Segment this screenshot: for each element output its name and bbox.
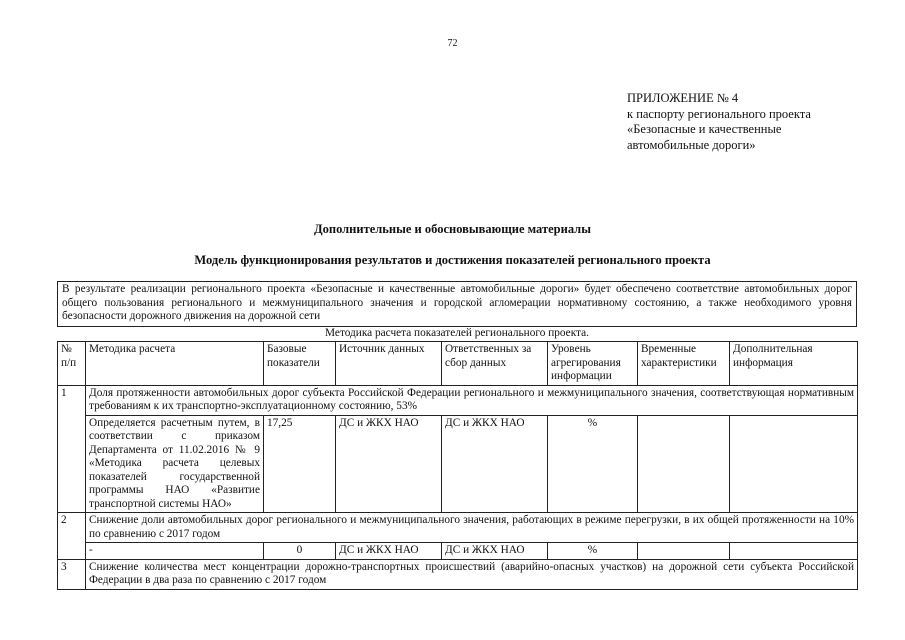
model-heading: Модель функционирования результатов и достижения показателей регионального проекта: [194, 253, 711, 267]
methodology-table: [57, 341, 858, 590]
base-cell: 0: [264, 543, 336, 560]
table-row: [58, 415, 858, 513]
appendix-line-1: к паспорту регионального проекта: [627, 106, 811, 121]
row-number: 1: [58, 385, 86, 513]
appendix-line-2: «Безопасные и качественные: [627, 122, 782, 136]
header-level: Уровень агрегирования информации: [548, 342, 638, 386]
header-base: Базовые показатели: [264, 342, 336, 386]
section-heading: Дополнительные и обосновывающие материалы: [314, 222, 591, 236]
header-extra: Дополнительная информация: [730, 342, 858, 386]
source-cell: ДС и ЖКХ НАО: [336, 543, 442, 560]
level-cell: %: [548, 543, 638, 560]
responsible-cell: ДС и ЖКХ НАО: [442, 543, 548, 560]
base-cell: 17,25: [264, 415, 336, 513]
indicator-title: Снижение доли автомобильных дорог регионального и межмуниципального значения, работающих в режиме перегрузки, в их общей протяженности на 10% по сравнению с 2017 годом: [86, 513, 858, 543]
table-row: [58, 543, 858, 560]
level-cell: %: [548, 415, 638, 513]
time-cell: [638, 543, 730, 560]
table-header-row: [58, 342, 858, 386]
appendix-block: [627, 91, 811, 153]
table-caption: Методика расчета показателей регионального проекта.: [325, 327, 589, 339]
time-cell: [638, 415, 730, 513]
method-cell: Определяется расчетным путем, в соответствии с приказом Департамента от 11.02.2016 № 9 «Методика расчета целевых показателей государственной программы НАО «Развитие транспортной системы НАО»: [86, 415, 264, 513]
header-source: Источник данных: [336, 342, 442, 386]
indicator-title: Снижение количества мест концентрации дорожно-транспортных происшествий (аварийно-опасных участков) на дорожной сети субъекта Российской Федерации в два раза по сравнению с 2017 годом: [86, 559, 858, 589]
row-number: 2: [58, 513, 86, 560]
header-time: Временные характеристики: [638, 342, 730, 386]
indicator-title: Доля протяженности автомобильных дорог субъекта Российской Федерации регионального и межмуниципального значения, соответствующая нормативным требованиям к их транспортно-эксплуатационному состоянию, 53%: [86, 385, 858, 415]
page-number: 72: [447, 38, 458, 49]
table-row: [58, 385, 858, 415]
intro-text-box: В результате реализации регионального проекта «Безопасные и качественные автомобильные дороги» будет обеспечено соответствие автомобильных дорог общего пользования регионального и межмуниципального значения и городской агломерации нормативному состоянию, а также необходимого уровня безопасности дорожного движения на дорожной сети: [57, 281, 857, 327]
responsible-cell: ДС и ЖКХ НАО: [442, 415, 548, 513]
table-row: [58, 513, 858, 543]
extra-cell: [730, 415, 858, 513]
header-responsible: Ответственных за сбор данных: [442, 342, 548, 386]
table-row: [58, 559, 858, 589]
appendix-line-3: автомобильные дороги»: [627, 137, 756, 152]
extra-cell: [730, 543, 858, 560]
header-num: № п/п: [58, 342, 86, 386]
appendix-title: ПРИЛОЖЕНИЕ № 4: [627, 91, 739, 105]
source-cell: ДС и ЖКХ НАО: [336, 415, 442, 513]
header-method: Методика расчета: [86, 342, 264, 386]
method-cell: -: [86, 543, 264, 560]
row-number: 3: [58, 559, 86, 589]
